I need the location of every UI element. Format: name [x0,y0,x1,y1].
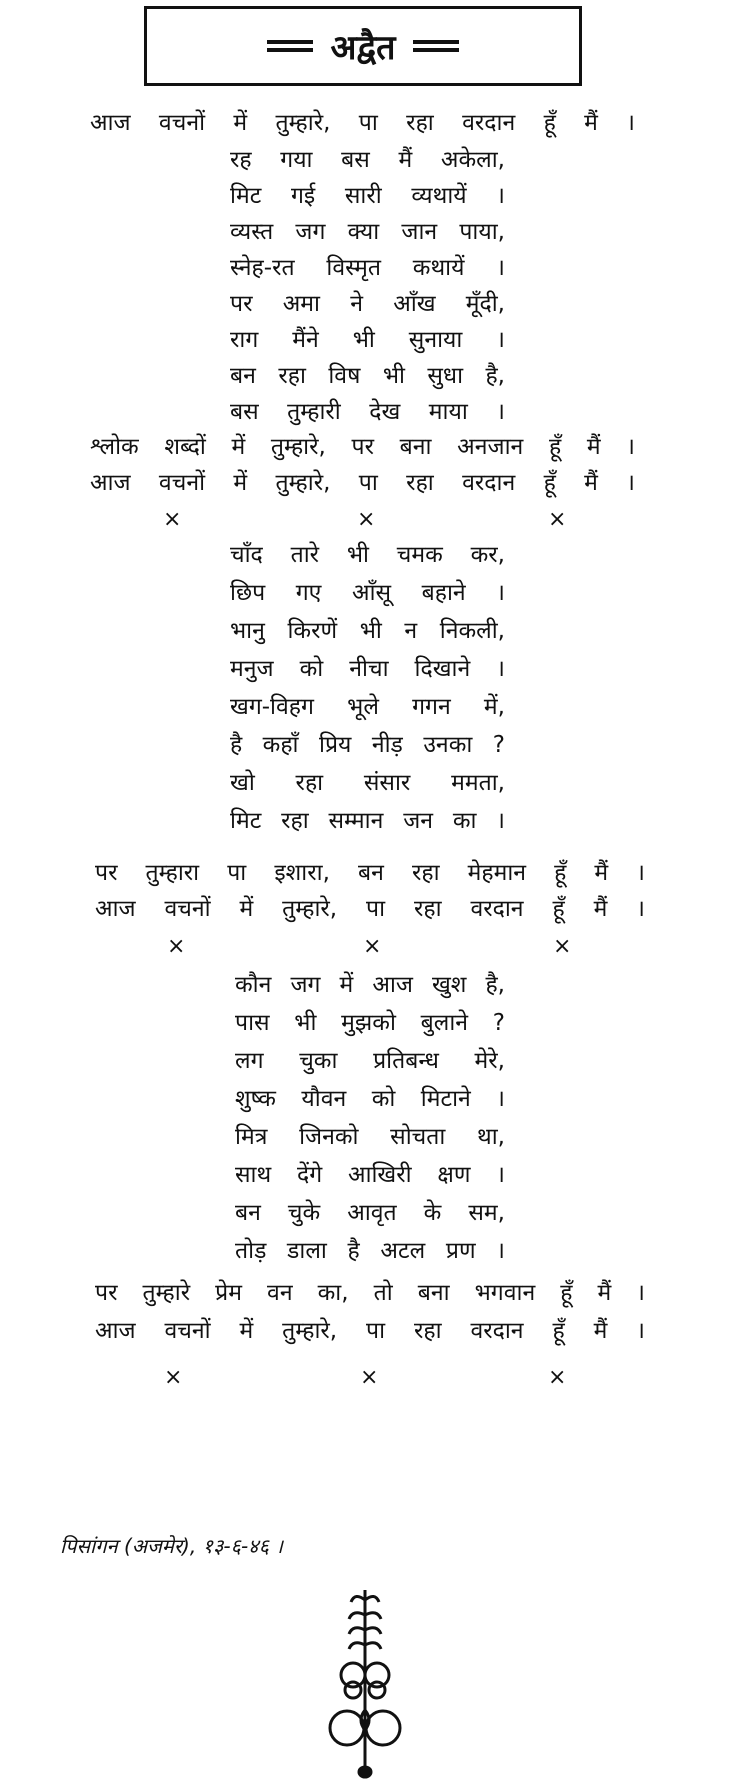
separator-mark: × [548,1365,567,1390]
refrain-line: आज वचनों में तुम्हारे, पा रहा वरदान हूँ मैं । [95,896,645,922]
refrain-line: पर तुम्हारे प्रेम वन का, तो बना भगवान हूँ मैं । [95,1280,645,1306]
verse-line: मनुज को नीचा दिखाने । [230,656,505,682]
verse-line: बन रहा विष भी सुधा है, [230,363,505,389]
verse-line: साथ देंगे आखिरी क्षण । [235,1162,505,1188]
separator-mark: × [548,507,567,532]
verse-line: मिट गई सारी व्यथायें । [230,183,505,209]
separator-mark: × [167,934,186,959]
verse-line: स्नेह-रत विस्मृत कथायें । [230,255,505,281]
verse-line: बस तुम्हारी देख माया । [230,399,505,425]
verse-line: चाँद तारे भी चमक कर, [230,542,505,568]
title-dash-right [413,40,459,52]
separator-mark: × [360,1365,379,1390]
place-date-footer: पिसांगन (अजमेर), १३-६-४६ । [60,1534,283,1558]
verse-line: मिट रहा सम्मान जन का । [230,808,505,834]
separator-mark: × [553,934,572,959]
verse-line: खो रहा संसार ममता, [230,770,505,796]
title-box [144,6,582,86]
refrain-line: आज वचनों में तुम्हारे, पा रहा वरदान हूँ मैं । [90,470,635,496]
verse-line: व्यस्त जग क्या जान पाया, [230,219,505,245]
verse-line: तोड़ डाला है अटल प्रण । [235,1238,505,1264]
verse-line: राग मैंने भी सुनाया । [230,327,505,353]
refrain-line: पर तुम्हारा पा इशारा, बन रहा मेहमान हूँ मैं । [95,860,645,886]
verse-line: खग-विहग भूले गगन में, [230,694,505,720]
refrain-line: आज वचनों में तुम्हारे, पा रहा वरदान हूँ मैं । [95,1318,645,1344]
verse-line: पर अमा ने आँख मूँदी, [230,291,505,317]
verse-line: छिप गए आँसू बहाने । [230,580,505,606]
verse-line: भानु किरणें भी न निकली, [230,618,505,644]
verse-line: है कहाँ प्रिय नीड़ उनका ? [230,732,505,758]
separator-mark: × [164,1365,183,1390]
verse-line: रह गया बस मैं अकेला, [230,147,505,173]
page-title: अद्वैत [330,28,396,68]
verse-line: कौन जग में आज खुश है, [235,972,505,998]
title-dash-left [267,40,313,52]
verse-line: शुष्क यौवन को मिटाने । [235,1086,505,1112]
separator-mark: × [363,934,382,959]
separator-mark: × [163,507,182,532]
ornament-icon [325,1580,405,1780]
verse-line: पास भी मुझको बुलाने ? [235,1010,505,1036]
verse-line: बन चुके आवृत के सम, [235,1200,505,1226]
verse-line: मित्र जिनको सोचता था, [235,1124,505,1150]
refrain-line: आज वचनों में तुम्हारे, पा रहा वरदान हूँ मैं । [90,110,635,136]
verse-line: लग चुका प्रतिबन्ध मेरे, [235,1048,505,1074]
separator-mark: × [357,507,376,532]
refrain-line: श्लोक शब्दों में तुम्हारे, पर बना अनजान हूँ मैं । [90,434,635,460]
